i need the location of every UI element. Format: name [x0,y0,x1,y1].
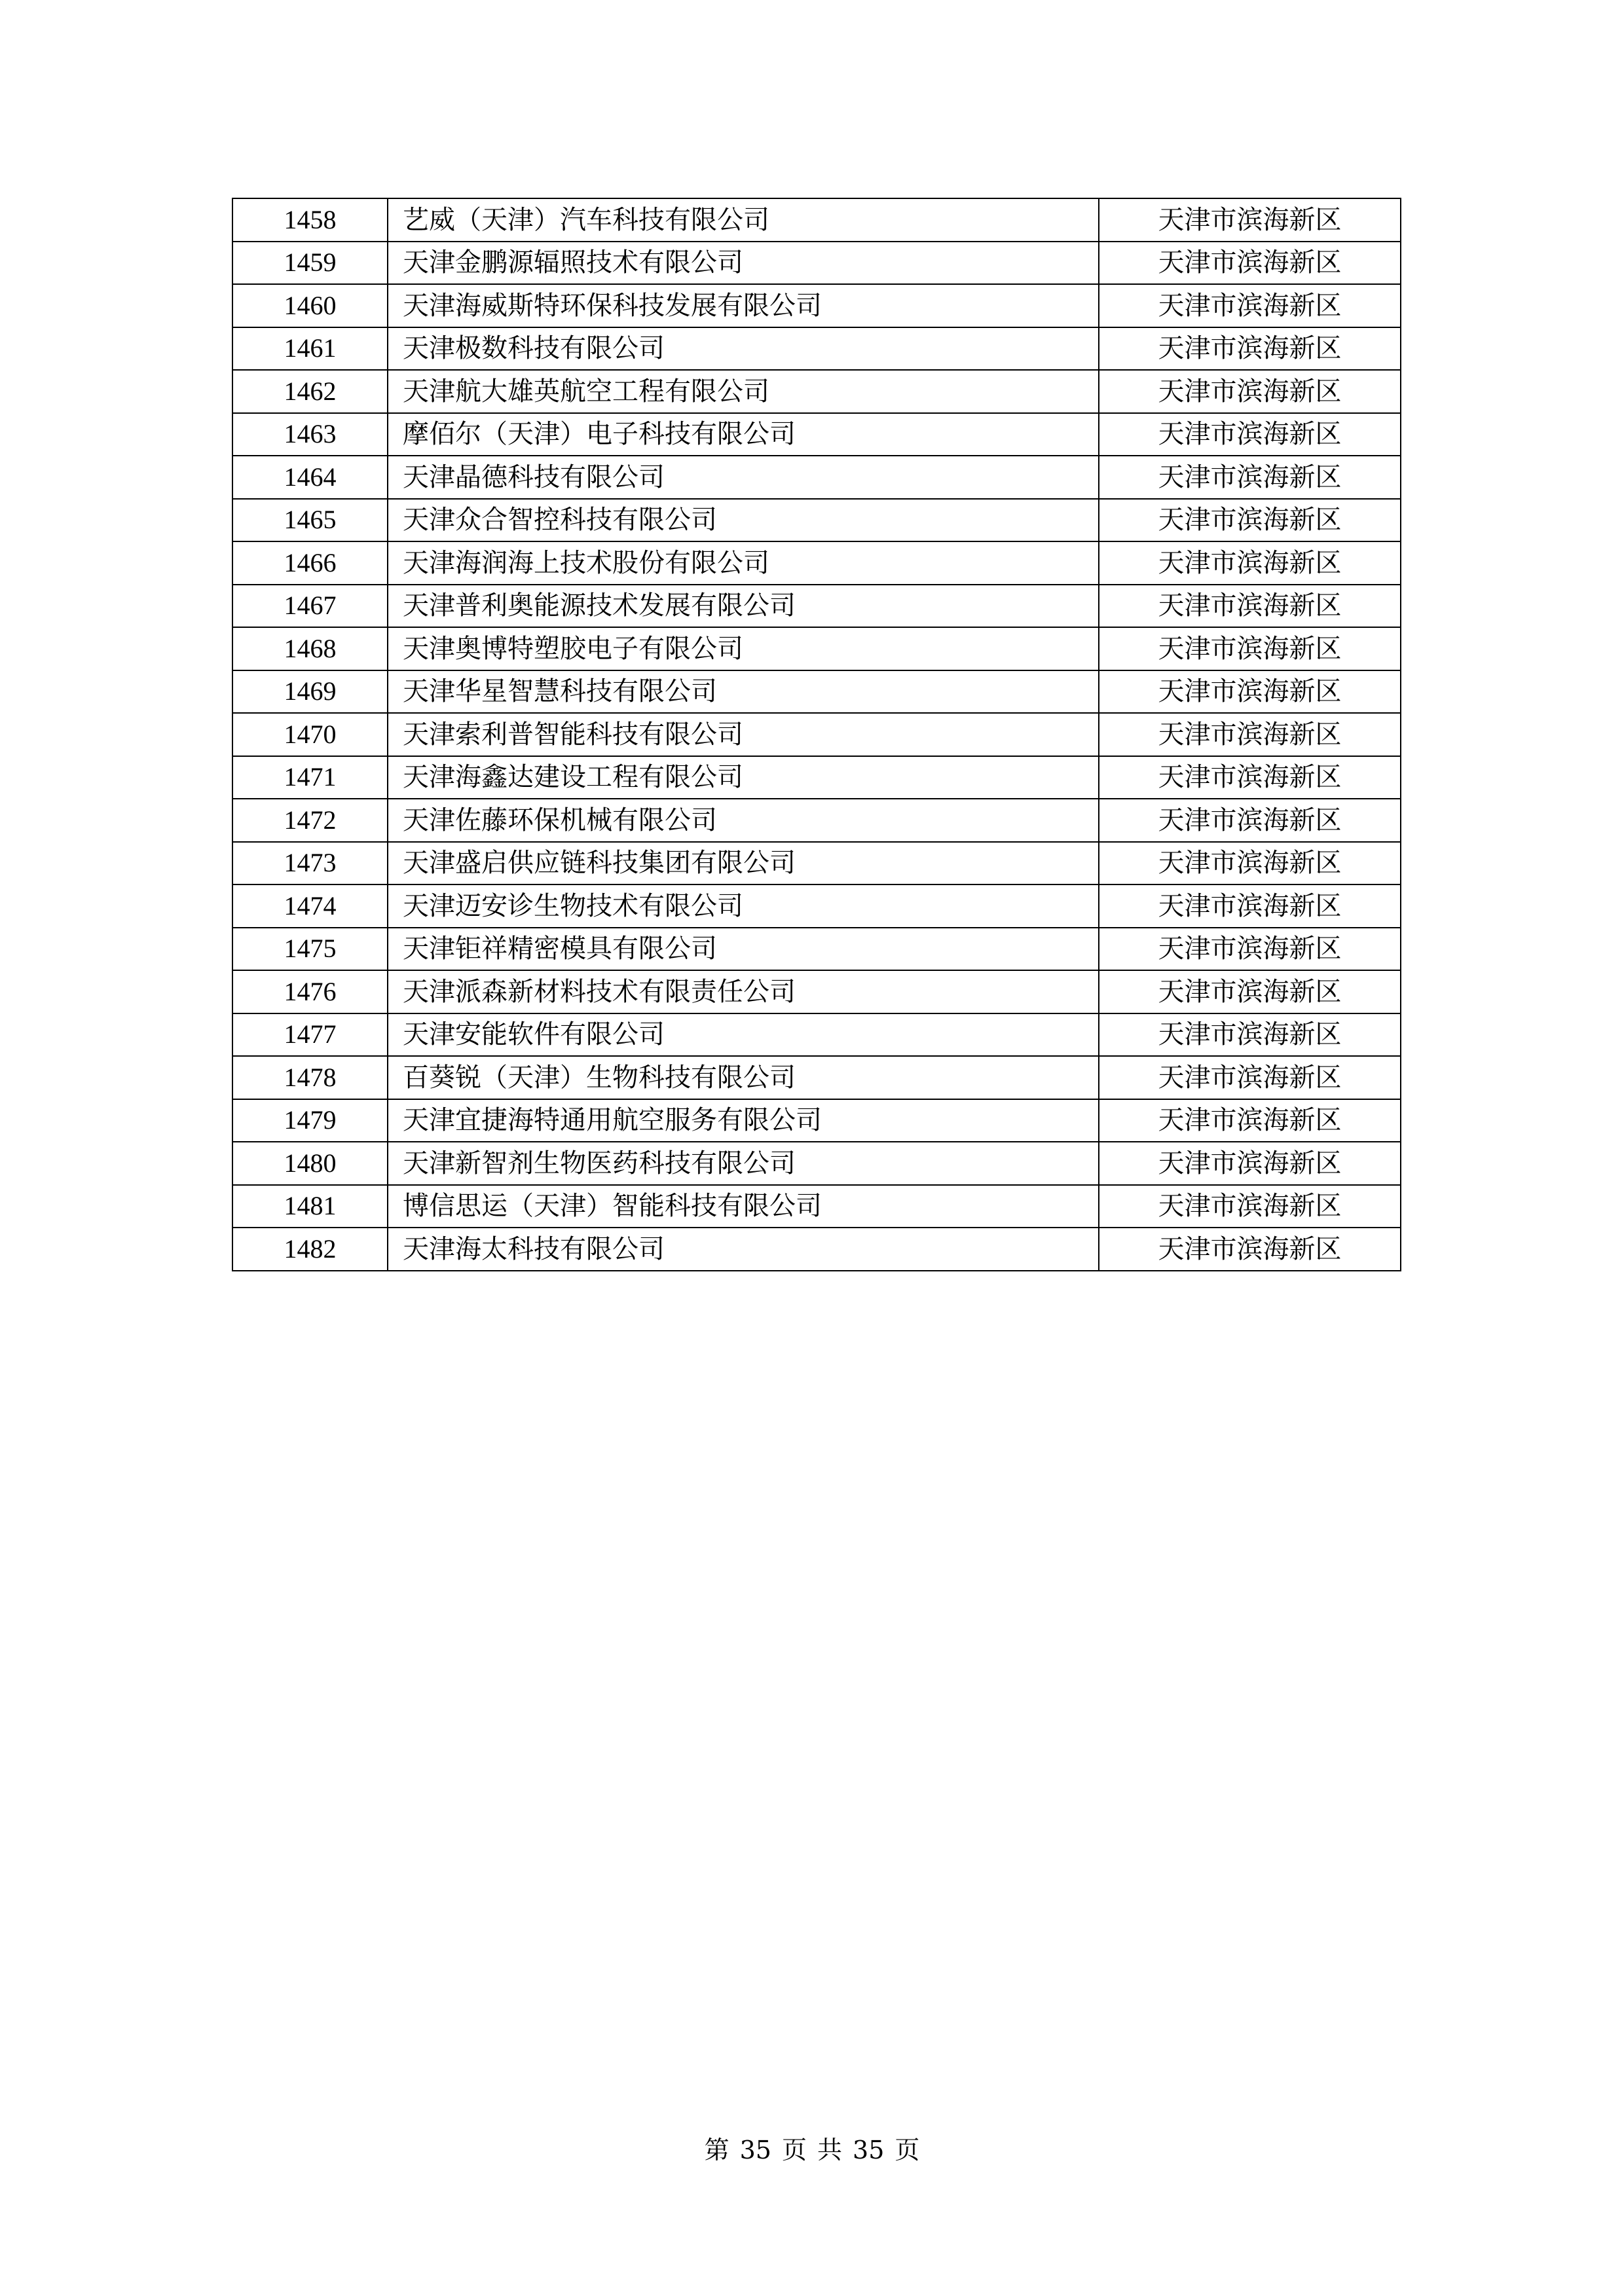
row-number: 1468 [232,627,388,670]
company-region: 天津市滨海新区 [1099,284,1401,327]
table-row [232,456,1401,499]
table-row [232,1099,1401,1142]
row-number: 1463 [232,413,388,456]
company-name: 天津海鑫达建设工程有限公司 [388,756,1099,799]
company-name: 天津索利普智能科技有限公司 [388,713,1099,756]
company-name: 百葵锐（天津）生物科技有限公司 [388,1056,1099,1099]
company-region: 天津市滨海新区 [1099,799,1401,842]
table-row [232,413,1401,456]
row-number: 1464 [232,456,388,499]
company-region: 天津市滨海新区 [1099,1228,1401,1271]
company-name: 天津华星智慧科技有限公司 [388,670,1099,714]
company-region: 天津市滨海新区 [1099,541,1401,585]
row-number: 1469 [232,670,388,714]
company-name: 天津新智剂生物医药科技有限公司 [388,1142,1099,1185]
table-row [232,370,1401,413]
row-number: 1470 [232,713,388,756]
table-row [232,627,1401,670]
company-name: 天津宜捷海特通用航空服务有限公司 [388,1099,1099,1142]
company-name: 天津钜祥精密模具有限公司 [388,928,1099,971]
company-table [232,198,1401,1271]
company-region: 天津市滨海新区 [1099,713,1401,756]
table-row [232,884,1401,928]
table-row [232,928,1401,971]
company-region: 天津市滨海新区 [1099,327,1401,371]
footer-page-number: 35 [739,2136,771,2164]
company-region: 天津市滨海新区 [1099,884,1401,928]
row-number: 1465 [232,499,388,542]
row-number: 1474 [232,884,388,928]
company-name: 博信思运（天津）智能科技有限公司 [388,1185,1099,1228]
company-region: 天津市滨海新区 [1099,1185,1401,1228]
company-name: 天津晶德科技有限公司 [388,456,1099,499]
company-name: 天津海太科技有限公司 [388,1228,1099,1271]
footer-total-prefix: 共 [817,2136,843,2164]
company-name: 天津极数科技有限公司 [388,327,1099,371]
footer-total-pages: 35 [853,2136,885,2164]
company-region: 天津市滨海新区 [1099,1099,1401,1142]
company-region: 天津市滨海新区 [1099,456,1401,499]
company-name: 天津海威斯特环保科技发展有限公司 [388,284,1099,327]
company-name: 天津佐藤环保机械有限公司 [388,799,1099,842]
table-row [232,242,1401,285]
table-row [232,670,1401,714]
footer-page-unit: 页 [781,2136,807,2164]
row-number: 1458 [232,198,388,242]
company-region: 天津市滨海新区 [1099,928,1401,971]
table-row [232,585,1401,628]
table-row [232,284,1401,327]
table-row [232,842,1401,885]
table-row [232,970,1401,1013]
row-number: 1478 [232,1056,388,1099]
company-region: 天津市滨海新区 [1099,842,1401,885]
company-region: 天津市滨海新区 [1099,670,1401,714]
company-name: 艺威（天津）汽车科技有限公司 [388,198,1099,242]
table-row [232,1013,1401,1057]
company-name: 天津安能软件有限公司 [388,1013,1099,1057]
table-body [232,198,1401,1271]
table-row [232,1056,1401,1099]
row-number: 1461 [232,327,388,371]
row-number: 1481 [232,1185,388,1228]
company-region: 天津市滨海新区 [1099,499,1401,542]
company-name: 天津金鹏源辐照技术有限公司 [388,242,1099,285]
company-name: 天津迈安诊生物技术有限公司 [388,884,1099,928]
company-region: 天津市滨海新区 [1099,1056,1401,1099]
company-name: 天津派森新材料技术有限责任公司 [388,970,1099,1013]
table-row [232,198,1401,242]
table-row [232,1228,1401,1271]
row-number: 1467 [232,585,388,628]
company-name: 摩佰尔（天津）电子科技有限公司 [388,413,1099,456]
company-name: 天津众合智控科技有限公司 [388,499,1099,542]
company-region: 天津市滨海新区 [1099,1013,1401,1057]
company-name: 天津奥博特塑胶电子有限公司 [388,627,1099,670]
row-number: 1471 [232,756,388,799]
table-row [232,499,1401,542]
row-number: 1459 [232,242,388,285]
table-row [232,756,1401,799]
row-number: 1479 [232,1099,388,1142]
table-row [232,1185,1401,1228]
footer-prefix: 第 [704,2136,729,2164]
row-number: 1480 [232,1142,388,1185]
company-region: 天津市滨海新区 [1099,627,1401,670]
footer-total-unit: 页 [895,2136,920,2164]
company-region: 天津市滨海新区 [1099,242,1401,285]
row-number: 1472 [232,799,388,842]
table-row [232,327,1401,371]
row-number: 1476 [232,970,388,1013]
table-row [232,713,1401,756]
table-row [232,541,1401,585]
company-region: 天津市滨海新区 [1099,370,1401,413]
company-region: 天津市滨海新区 [1099,756,1401,799]
row-number: 1482 [232,1228,388,1271]
row-number: 1477 [232,1013,388,1057]
company-region: 天津市滨海新区 [1099,970,1401,1013]
company-region: 天津市滨海新区 [1099,413,1401,456]
page-footer [0,2136,1624,2164]
row-number: 1475 [232,928,388,971]
company-name: 天津海润海上技术股份有限公司 [388,541,1099,585]
table-row [232,1142,1401,1185]
row-number: 1473 [232,842,388,885]
company-name: 天津航大雄英航空工程有限公司 [388,370,1099,413]
company-region: 天津市滨海新区 [1099,198,1401,242]
row-number: 1462 [232,370,388,413]
table-row [232,799,1401,842]
company-name: 天津普利奥能源技术发展有限公司 [388,585,1099,628]
company-region: 天津市滨海新区 [1099,585,1401,628]
row-number: 1460 [232,284,388,327]
company-name: 天津盛启供应链科技集团有限公司 [388,842,1099,885]
company-region: 天津市滨海新区 [1099,1142,1401,1185]
row-number: 1466 [232,541,388,585]
